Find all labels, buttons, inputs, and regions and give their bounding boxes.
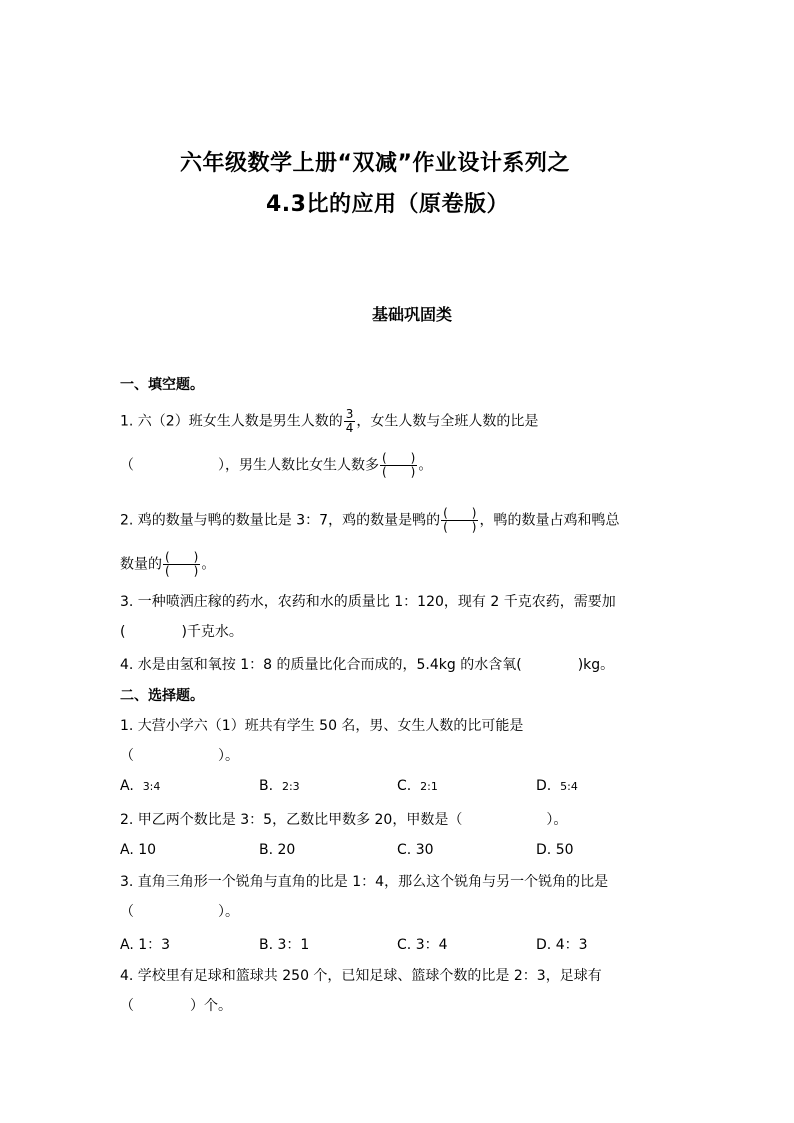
- option-value: 30: [415, 842, 434, 858]
- q1-text-b: ，女生人数与全班人数的比是: [356, 413, 539, 430]
- option-label: B.: [259, 937, 274, 953]
- option-a[interactable]: [120, 778, 160, 794]
- option-c[interactable]: [397, 778, 438, 794]
- question-1-4: 4. 水是由氢和氧按 1：8 的质量比化合而成的，5.4kg 的水含氧( )kg。: [120, 657, 615, 673]
- option-label: D.: [536, 842, 552, 858]
- option-d[interactable]: [536, 842, 574, 858]
- part2-heading: 二、选择题。: [120, 688, 204, 704]
- option-value: 3：1: [277, 937, 310, 953]
- option-label: D.: [536, 937, 552, 953]
- question-2-4: 4. 学校里有足球和篮球共 250 个，已知足球、篮球个数的比是 2：3，足球有: [120, 968, 602, 984]
- option-value: 50: [555, 842, 574, 858]
- question-2-1-cont: （ ）。: [120, 748, 239, 764]
- option-value: 1：3: [138, 937, 171, 953]
- answer-blank-fraction[interactable]: [163, 551, 200, 578]
- question-1-2-cont: [120, 551, 215, 578]
- blank-den: ( ): [382, 465, 416, 479]
- q2-end: 。: [201, 556, 216, 573]
- frac-den: 4: [345, 421, 354, 435]
- option-b[interactable]: [259, 842, 295, 858]
- option-value: 4：3: [555, 937, 588, 953]
- option-label: A.: [120, 842, 134, 858]
- option-value: 2:3: [281, 780, 300, 793]
- q2-text-b: ，鸭的数量占鸡和鸭总: [479, 512, 620, 529]
- option-b[interactable]: [259, 778, 300, 794]
- question-2-1: 1. 大营小学六（1）班共有学生 50 名，男、女生人数的比可能是: [120, 718, 524, 734]
- question-1-1: [120, 408, 538, 435]
- doc-title-line2: 4.3比的应用（原卷版）: [266, 192, 509, 217]
- option-c[interactable]: [397, 842, 434, 858]
- option-label: C.: [397, 937, 412, 953]
- option-label: C.: [397, 842, 412, 858]
- q1-text-a: 1. 六（2）班女生人数是男生人数的: [120, 413, 343, 430]
- option-label: B.: [259, 842, 274, 858]
- option-a[interactable]: [120, 842, 156, 858]
- option-value: 3:4: [142, 780, 161, 793]
- blank-den: ( ): [443, 520, 477, 534]
- answer-blank-fraction[interactable]: [441, 507, 478, 534]
- doc-title-line1: 六年级数学上册“双减”作业设计系列之: [180, 151, 570, 176]
- question-2-4-cont: （ ）个。: [120, 998, 232, 1014]
- option-label: A.: [120, 778, 134, 794]
- option-d[interactable]: [536, 934, 588, 954]
- option-c[interactable]: [397, 934, 448, 954]
- question-1-3-cont: ( )千克水。: [120, 624, 243, 640]
- question-2-2: 2. 甲乙两个数比是 3：5，乙数比甲数多 20，甲数是（ ）。: [120, 812, 568, 828]
- answer-blank-fraction[interactable]: [380, 452, 417, 479]
- option-value: 3：4: [415, 937, 448, 953]
- option-label: C.: [397, 778, 412, 794]
- option-value: 20: [277, 842, 296, 858]
- option-label: B.: [259, 778, 274, 794]
- option-value: 10: [138, 842, 157, 858]
- part1-heading: 一、填空题。: [120, 377, 204, 393]
- option-a[interactable]: [120, 934, 170, 954]
- blank-den: ( ): [165, 564, 199, 578]
- option-value: 2:1: [420, 780, 438, 793]
- question-1-1-cont: [120, 452, 432, 479]
- option-label: A.: [120, 937, 134, 953]
- q1-end: 。: [418, 457, 433, 474]
- q2-text-c: 数量的: [120, 556, 162, 573]
- section-heading: 基础巩固类: [372, 305, 453, 324]
- q1-text-c: （ ），男生人数比女生人数多: [120, 457, 379, 474]
- option-b[interactable]: [259, 934, 309, 954]
- frac-num: 3: [345, 407, 354, 421]
- question-2-3: 3. 直角三角形一个锐角与直角的比是 1：4，那么这个锐角与另一个锐角的比是: [120, 874, 609, 890]
- option-value: 5:4: [560, 780, 578, 793]
- blank-num: ( ): [443, 506, 477, 520]
- blank-num: ( ): [165, 550, 199, 564]
- blank-num: ( ): [382, 451, 416, 465]
- option-d[interactable]: [536, 778, 578, 794]
- q2-text-a: 2. 鸡的数量与鸭的数量比是 3：7，鸡的数量是鸭的: [120, 512, 441, 529]
- option-label: D.: [536, 778, 552, 794]
- question-1-3: 3. 一种喷洒庄稼的药水，农药和水的质量比 1：120，现有 2 千克农药，需要加: [120, 594, 616, 610]
- fraction-3-4: [344, 408, 356, 435]
- question-1-2: [120, 507, 619, 534]
- question-2-3-cont: （ ）。: [120, 904, 239, 920]
